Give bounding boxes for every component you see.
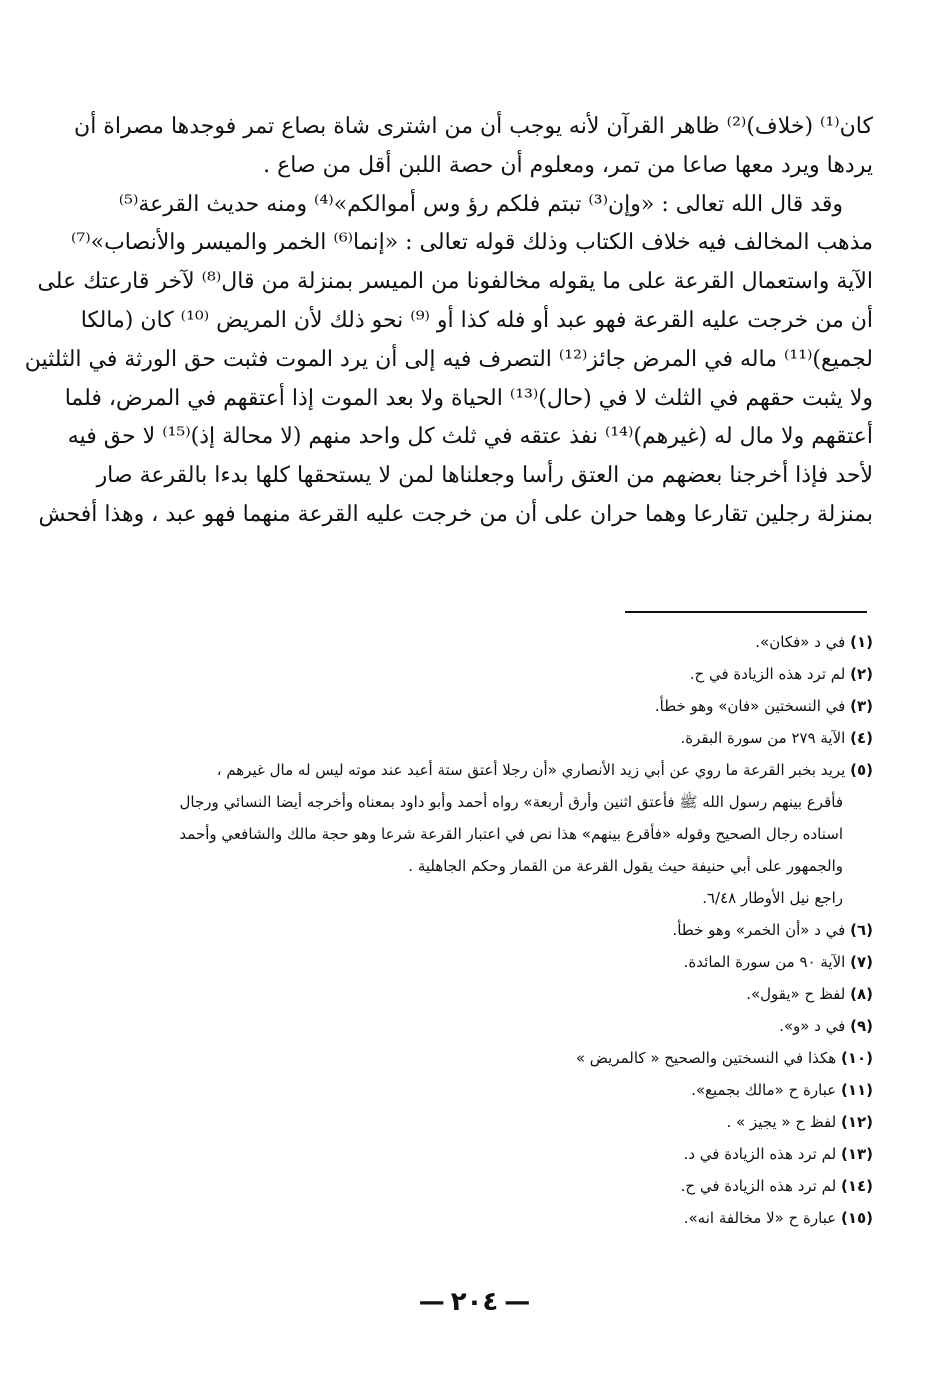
footnote-number: (١١) — [840, 1081, 873, 1099]
text-line: الآية واستعمال القرعة على ما يقوله مخالفونا من الميسر بمنزلة من قال⁽⁸⁾ لآخر قارعتك على — [37, 269, 873, 295]
footnote-text: لفظ ح «يقول». — [746, 985, 846, 1003]
footnote — [73, 1202, 873, 1234]
footnote — [73, 1170, 873, 1202]
footnote-text: لم ترد هذه الزيادة في ح. — [689, 665, 846, 683]
footnote-number: (٧) — [850, 953, 873, 971]
text-line: يردها ويرد معها صاعا من تمر، ومعلوم أن حصة اللبن أقل من صاع . — [263, 152, 873, 178]
text-line: أن من خرجت عليه القرعة فهو عبد أو فله كذا أو ⁽⁹⁾ نحو ذلك لأن المريض ⁽¹⁰⁾ كان (مالكا — [80, 307, 873, 333]
footnote-text: لفظ ح « يجيز » . — [726, 1113, 837, 1131]
footnote-number: (١) — [850, 633, 873, 651]
footnote-text: لم ترد هذه الزيادة في د. — [683, 1145, 837, 1163]
text-line: مذهب المخالف فيه خلاف الكتاب وذلك قوله تعالى : «إنما⁽⁶⁾ الخمر والميسر والأنصاب»⁽⁷⁾ — [70, 230, 873, 256]
footnote-number: (١٤) — [840, 1177, 873, 1195]
footnote — [73, 946, 873, 978]
text-line: كان⁽¹⁾ (خلاف)⁽²⁾ ظاهر القرآن لأنه يوجب أن من اشترى شاة بصاع تمر فوجدها مصراة أن — [74, 114, 873, 139]
footnote-continuation: راجع نيل الأوطار ٦/٤٨. — [702, 889, 843, 907]
footnote — [73, 658, 873, 690]
footnote-number: (١٢) — [840, 1113, 873, 1131]
footnote-number: (٤) — [850, 729, 873, 747]
footnote — [73, 914, 873, 946]
footnote-text: الآية ٢٧٩ من سورة البقرة. — [680, 729, 846, 747]
footnote-number: (٩) — [850, 1017, 873, 1035]
footnote-number: (٨) — [850, 985, 873, 1003]
footnote-number: (٢) — [850, 665, 873, 683]
footnote-text: عبارة ح «لا مخالفة انه». — [683, 1209, 837, 1227]
footnote — [73, 754, 873, 914]
main-text — [24, 108, 873, 535]
footnote-number: (٦) — [850, 921, 873, 939]
text-line: وقد قال الله تعالى : «وإن⁽³⁾ تبتم فلكم رؤ وس أموالكم»⁽⁴⁾ ومنه حديث القرعة⁽⁵⁾ — [118, 191, 843, 217]
footnote-text: الآية ٩٠ من سورة المائدة. — [683, 953, 846, 971]
footnote-number: (١٥) — [840, 1209, 873, 1227]
footnote-text: في د «أن الخمر» وهو خطأ. — [672, 921, 846, 939]
footnote-text: لم ترد هذه الزيادة في ح. — [680, 1177, 837, 1195]
text-line: ولا يثبت حقهم في الثلث لا في (حال)⁽¹³⁾ الحياة ولا بعد الموت إذا أعتقهم في المرض، فلما — [64, 385, 873, 411]
footnote-number: (٣) — [850, 697, 873, 715]
footnote-text: هكذا في النسختين والصحيح « كالمريض » — [575, 1049, 837, 1067]
text-line: لجميع)⁽¹¹⁾ ماله في المرض جائز⁽¹²⁾ التصرف فيه إلى أن يرد الموت فثبت حق الورثة في الثلثين — [24, 346, 873, 372]
footnote-text: في د «و». — [779, 1017, 846, 1035]
footnotes-list — [73, 626, 873, 1234]
footnote-text: في د «فكان». — [755, 633, 846, 651]
footnote-text: يريد بخبر القرعة ما روي عن أبي زيد الأنصاري «أن رجلا أعتق ستة أعبد عند موته ليس له مال غيرهم ، — [216, 761, 846, 779]
footnote-text: في النسختين «فان» وهو خطأ. — [654, 697, 846, 715]
text-line: أعتقهم ولا مال له (غيرهم)⁽¹⁴⁾ نفذ عتقه في ثلث كل واحد منهم (لا محالة إذ)⁽¹⁵⁾ لا حق فيه — [67, 424, 873, 450]
footnote-continuation: فأقرع بينهم رسول الله ﷺ فأعتق اثنين وأرق أربعة» رواه أحمد وأبو داود بمعناه وأخرجه أيضا النسائي ورجال — [179, 793, 843, 811]
footnote — [73, 690, 873, 722]
page-number — [0, 1287, 949, 1317]
page-number-value: ٢٠٤ — [450, 1287, 499, 1317]
page-number-dash: — — [504, 1287, 531, 1317]
footnote-text: عبارة ح «مالك بجميع». — [691, 1081, 837, 1099]
footnote — [73, 722, 873, 754]
footnote — [73, 1106, 873, 1138]
text-line: بمنزلة رجلين تقارعا وهما حران على أن من خرجت عليه القرعة منهما فهو عبد ، وهذا أفحش — [38, 501, 873, 527]
page-number-dash: — — [418, 1287, 445, 1317]
footnote-number: (١٣) — [840, 1145, 873, 1163]
footnote — [73, 626, 873, 658]
text-line: لأحد فإذا أخرجنا بعضهم من العتق رأسا وجعلناها لمن لا يستحقها كلها بدءا بالقرعة صار — [96, 463, 873, 489]
footnote — [73, 1138, 873, 1170]
footnote-separator — [625, 611, 867, 613]
footnote-number: (١٠) — [840, 1049, 873, 1067]
footnote-continuation: اسناده رجال الصحيح وقوله «فأقرع بينهم» هذا نص في اعتبار القرعة شرعا وهو حجة مالك والشافعي وأحمد — [179, 825, 843, 843]
footnote-number: (٥) — [850, 761, 873, 779]
footnote — [73, 1042, 873, 1074]
footnote — [73, 1074, 873, 1106]
footnote — [73, 978, 873, 1010]
footnote — [73, 1010, 873, 1042]
footnote-continuation: والجمهور على أبي حنيفة حيث يقول القرعة من القمار وحكم الجاهلية . — [408, 857, 843, 875]
